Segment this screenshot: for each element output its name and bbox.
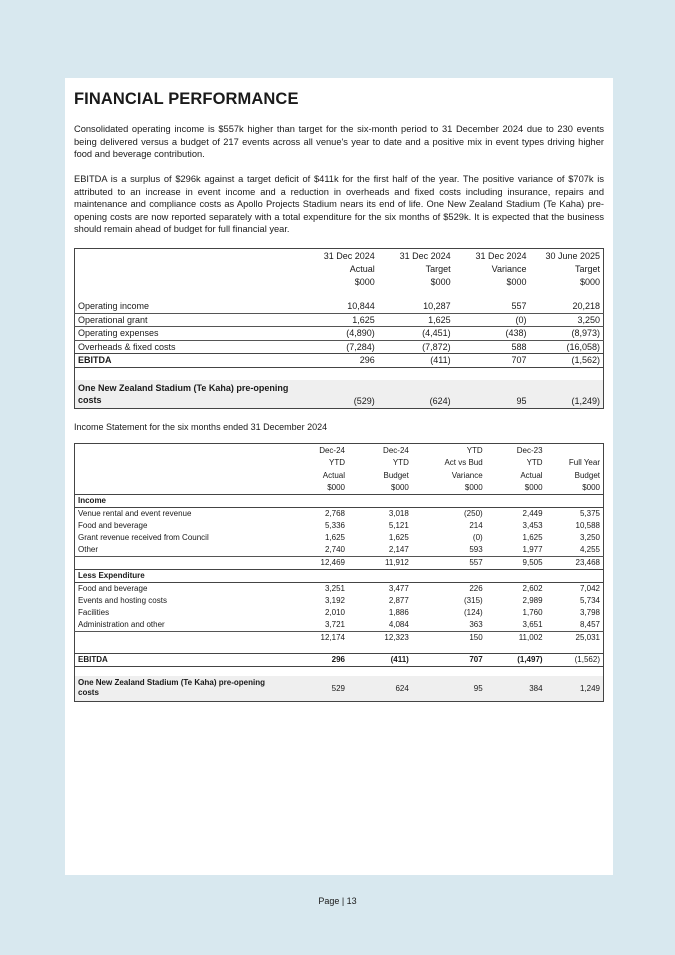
- value-cell: (529): [314, 380, 378, 409]
- value-cell: 557: [454, 300, 530, 313]
- header-cell: $000: [579, 276, 600, 287]
- value-cell: (7,872): [422, 341, 451, 352]
- value-cell: (250): [464, 509, 483, 519]
- value-cell: 624: [348, 676, 412, 701]
- value-cell: 12,469: [280, 556, 348, 569]
- row-label: Overheads & fixed costs: [78, 341, 176, 352]
- value-cell: (0): [472, 533, 483, 543]
- table-row: [75, 327, 604, 341]
- value-cell: 10,844: [314, 300, 378, 313]
- value-cell: 2,602: [522, 584, 543, 594]
- header-cell: Target: [425, 263, 451, 274]
- value-cell: (7,284): [346, 341, 375, 352]
- value-cell: (411): [378, 354, 454, 368]
- value-cell: 1,886: [388, 608, 409, 618]
- value-cell: 3,651: [522, 620, 543, 630]
- value-cell: 2,768: [324, 509, 345, 519]
- value-cell: (8,973): [530, 327, 604, 341]
- value-cell: 4,255: [579, 545, 600, 555]
- value-cell: 11,912: [348, 556, 412, 569]
- value-cell: 2,147: [388, 545, 409, 555]
- value-cell: 3,250: [579, 533, 600, 543]
- header-cell: Actual: [520, 470, 543, 480]
- value-cell: 588: [511, 341, 527, 352]
- value-cell: 3,018: [388, 509, 409, 519]
- value-cell: 12,174: [280, 631, 348, 644]
- value-cell: (315): [464, 596, 483, 606]
- value-cell: 150: [412, 631, 486, 644]
- header-cell: $000: [464, 483, 483, 493]
- header-cell: [546, 443, 604, 456]
- value-cell: 25,031: [546, 631, 604, 644]
- value-cell: 296: [280, 653, 348, 666]
- stadium-costs-row: [75, 676, 604, 701]
- header-cell: $000: [582, 483, 600, 493]
- value-cell: 529: [280, 676, 348, 701]
- header-cell: $000: [430, 276, 451, 287]
- value-cell: 3,798: [579, 608, 600, 618]
- header-cell: Variance: [451, 470, 483, 480]
- value-cell: 3,251: [324, 584, 345, 594]
- header-cell: $000: [327, 483, 345, 493]
- page-title: FINANCIAL PERFORMANCE: [74, 90, 299, 108]
- header-cell: Actual: [322, 470, 345, 480]
- value-cell: 1,249: [546, 676, 604, 701]
- row-label: Facilities: [78, 608, 110, 618]
- value-cell: 296: [314, 354, 378, 368]
- table-row: [75, 507, 604, 520]
- value-cell: 593: [469, 545, 483, 555]
- value-cell: 5,375: [579, 509, 600, 519]
- value-cell: 363: [469, 620, 483, 630]
- summary-header-row: [75, 249, 604, 263]
- header-cell: Budget: [574, 470, 600, 480]
- income-statement-table: [74, 443, 604, 702]
- value-cell: 2,449: [522, 509, 543, 519]
- value-cell: (1,562): [530, 354, 604, 368]
- value-cell: (1,497): [486, 653, 546, 666]
- income-statement-caption: Income Statement for the six months ended 31 December 2024: [74, 421, 328, 432]
- value-cell: 1,977: [522, 545, 543, 555]
- summary-header-row: [75, 262, 604, 275]
- value-cell: 12,323: [348, 631, 412, 644]
- value-cell: 9,505: [486, 556, 546, 569]
- value-cell: 1,625: [522, 533, 543, 543]
- income-header-row: [75, 443, 604, 456]
- table-row: [75, 544, 604, 557]
- value-cell: (1,249): [530, 380, 604, 409]
- table-row: [75, 300, 604, 313]
- table-row: [75, 313, 604, 327]
- header-cell: Dec-23: [516, 445, 543, 455]
- section-heading-expenditure: [75, 569, 604, 582]
- page-content: [74, 90, 604, 702]
- value-cell: 95: [412, 676, 486, 701]
- value-cell: 1,625: [314, 313, 378, 327]
- value-cell: 1,625: [324, 533, 345, 543]
- value-cell: 11,002: [486, 631, 546, 644]
- row-label: Operating expenses: [75, 327, 314, 341]
- header-cell: Act vs Bud: [444, 458, 483, 468]
- row-label: Operational grant: [75, 313, 314, 327]
- value-cell: 23,468: [546, 556, 604, 569]
- income-header-row: [75, 481, 604, 494]
- value-cell: 3,250: [530, 313, 604, 327]
- value-cell: (16,058): [566, 341, 600, 352]
- header-cell: $000: [524, 483, 543, 493]
- value-cell: (1,562): [546, 653, 604, 666]
- ebitda-row: [75, 653, 604, 666]
- value-cell: 95: [454, 380, 530, 409]
- value-cell: (4,451): [378, 327, 454, 341]
- value-cell: 4,084: [388, 620, 409, 630]
- income-header-row: [75, 469, 604, 482]
- section-label: Less Expenditure: [75, 569, 604, 582]
- table-row: [75, 520, 604, 532]
- value-cell: 2,010: [324, 608, 345, 618]
- row-label: One New Zealand Stadium (Te Kaha) pre-opening costs: [75, 676, 281, 701]
- header-cell: Dec-24: [319, 445, 345, 455]
- header-cell: 30 June 2025: [545, 250, 600, 261]
- header-cell: 31 Dec 2024: [323, 250, 375, 261]
- table-row: [75, 619, 604, 632]
- expenditure-total-row: [75, 631, 604, 644]
- document-page: [65, 78, 613, 875]
- table-row: [75, 595, 604, 607]
- value-cell: 7,042: [579, 584, 600, 594]
- row-label: Food and beverage: [78, 521, 148, 531]
- table-row: [75, 340, 604, 354]
- header-cell: Target: [574, 263, 600, 274]
- value-cell: 2,877: [388, 596, 409, 606]
- value-cell: 10,588: [575, 521, 600, 531]
- value-cell: 2,989: [522, 596, 543, 606]
- value-cell: 3,453: [522, 521, 543, 531]
- header-cell: $000: [506, 276, 527, 287]
- header-cell: $000: [354, 276, 375, 287]
- value-cell: 226: [469, 584, 483, 594]
- header-cell: Full Year: [568, 458, 600, 468]
- value-cell: 707: [454, 354, 530, 368]
- table-row: [75, 607, 604, 619]
- value-cell: 557: [412, 556, 486, 569]
- section-label: Income: [75, 494, 604, 507]
- section-heading-income: [75, 494, 604, 507]
- value-cell: 384: [486, 676, 546, 701]
- row-label: One New Zealand Stadium (Te Kaha) pre-opening costs: [75, 380, 314, 409]
- row-label: Venue rental and event revenue: [78, 509, 192, 519]
- value-cell: 5,336: [324, 521, 345, 531]
- stadium-costs-row: [75, 380, 604, 409]
- header-cell: YTD: [392, 458, 409, 468]
- header-cell: YTD: [526, 458, 543, 468]
- header-cell: $000: [391, 483, 409, 493]
- value-cell: 5,734: [579, 596, 600, 606]
- row-label: Operating income: [75, 300, 314, 313]
- row-label: Grant revenue received from Council: [78, 533, 209, 543]
- value-cell: 5,121: [388, 521, 409, 531]
- value-cell: 1,760: [522, 608, 543, 618]
- table-row: [75, 582, 604, 595]
- header-cell: Dec-24: [383, 445, 409, 455]
- row-label: Food and beverage: [78, 584, 148, 594]
- header-cell: 31 Dec 2024: [399, 250, 451, 261]
- value-cell: 10,287: [378, 300, 454, 313]
- value-cell: 3,477: [388, 584, 409, 594]
- value-cell: 3,721: [324, 620, 345, 630]
- summary-header-row: [75, 275, 604, 288]
- value-cell: (438): [454, 327, 530, 341]
- paragraph-ebitda: EBITDA is a surplus of $296k against a target deficit of $411k for the first half of the year. The positive variance of $707k is attributed to an increase in event income and a reduction in overheads and fixed costs including insurance, repairs and maintenance and compliance costs as Apollo Projects Stadium nears its end of life. One New Zealand Stadium (Te Kaha) pre-opening costs are now reported separately with a total expenditure for the six months of $529k. It is expected that the business should remain ahead of budget for full financial year.: [74, 173, 604, 235]
- row-label: Events and hosting costs: [78, 596, 167, 606]
- header-cell: Variance: [491, 263, 527, 274]
- header-cell: Actual: [349, 263, 375, 274]
- header-cell: YTD: [466, 445, 483, 455]
- value-cell: (624): [378, 380, 454, 409]
- value-cell: (124): [464, 608, 483, 618]
- paragraph-operating-income: Consolidated operating income is $557k higher than target for the six-month period to 31 December 2024 due to 230 events being delivered versus a budget of 217 events across all venue's year to date and a positive mix in event types driving higher food and beverage contribution.: [74, 124, 604, 160]
- page-number: Page | 13: [318, 896, 357, 906]
- row-label: Other: [78, 545, 99, 555]
- summary-table: [74, 248, 604, 409]
- value-cell: 214: [469, 521, 483, 531]
- value-cell: 2,740: [324, 545, 345, 555]
- row-label: Administration and other: [78, 620, 165, 630]
- value-cell: 3,192: [324, 596, 345, 606]
- header-cell: YTD: [329, 458, 345, 468]
- value-cell: (0): [454, 313, 530, 327]
- value-cell: (4,890): [314, 327, 378, 341]
- header-cell: 31 Dec 2024: [475, 250, 527, 261]
- table-row: [75, 532, 604, 544]
- row-label: EBITDA: [75, 653, 281, 666]
- value-cell: 1,625: [388, 533, 409, 543]
- ebitda-row: [75, 354, 604, 368]
- value-cell: 8,457: [579, 620, 600, 630]
- value-cell: (411): [348, 653, 412, 666]
- value-cell: 1,625: [378, 313, 454, 327]
- row-label: EBITDA: [75, 354, 314, 368]
- value-cell: 20,218: [530, 300, 604, 313]
- value-cell: 707: [412, 653, 486, 666]
- income-header-row: [75, 456, 604, 469]
- income-total-row: [75, 556, 604, 569]
- header-cell: Budget: [383, 470, 409, 480]
